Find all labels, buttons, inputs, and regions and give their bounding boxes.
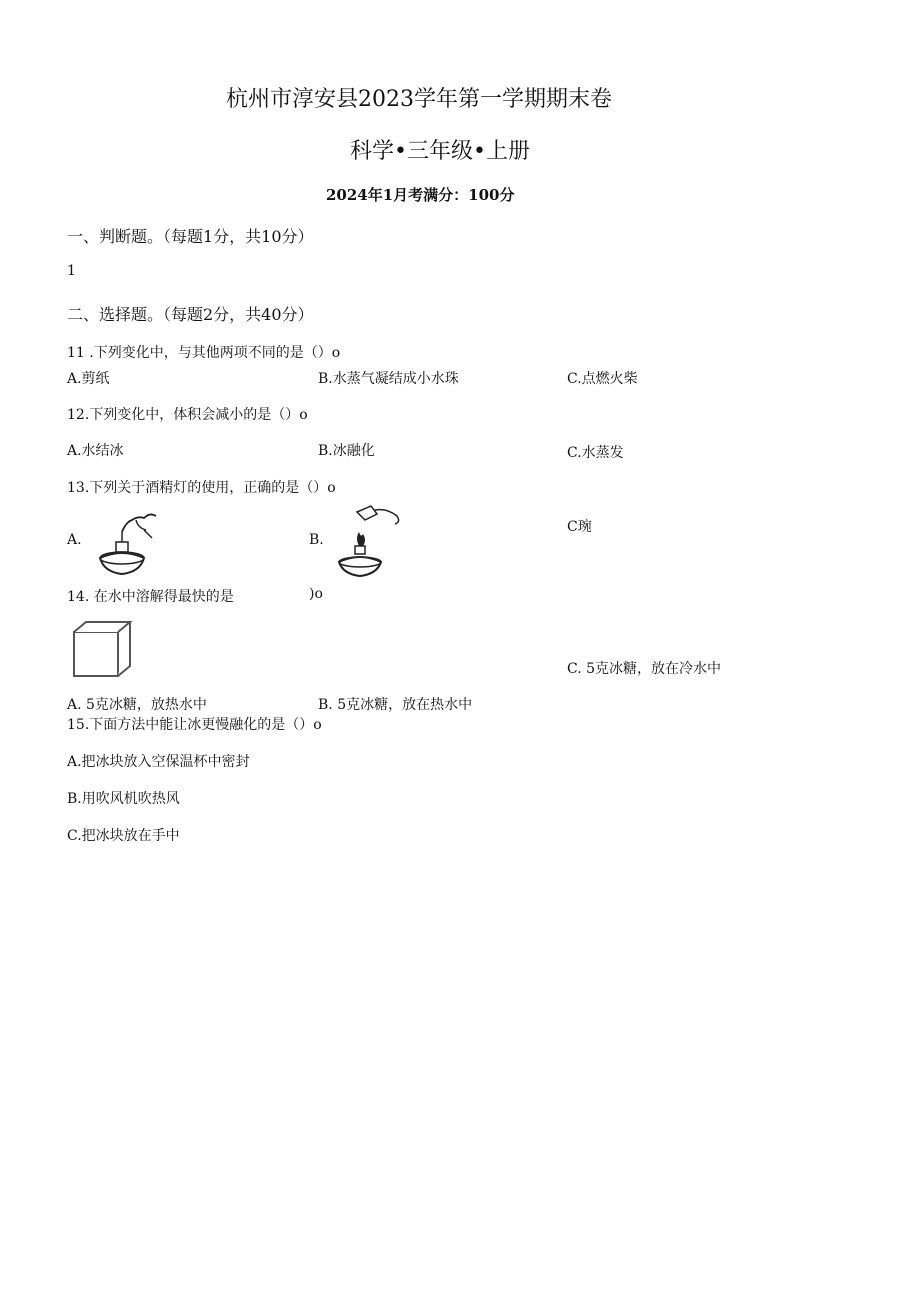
question-13-stem: 13.下列关于酒精灯的使用，正确的是（）o	[67, 480, 336, 496]
exam-meta: 2024年1月考满分：100分	[326, 186, 515, 204]
question-15-option-b: B.用吹风机吹热风	[67, 791, 180, 807]
question-13-option-c: C琬	[567, 519, 592, 535]
question-13-option-a: A.	[67, 532, 82, 548]
question-11-option-c: C.点燃火柴	[567, 371, 638, 387]
question-14-stem: 14. 在水中溶解得最快的是	[67, 589, 234, 605]
question-15-stem: 15.下面方法中能让冰更慢融化的是（）o	[67, 717, 322, 733]
section-1-content: 1	[67, 263, 76, 279]
question-15-option-c: C.把冰块放在手中	[67, 828, 180, 844]
question-12-stem: 12.下列变化中，体积会减小的是（）o	[67, 407, 308, 423]
question-12-option-c: C.水蒸发	[567, 445, 624, 461]
section-2-heading: 二、选择题。（每题2分，共40分）	[67, 305, 314, 324]
question-11-stem: 11 .下列变化中，与其他两项不同的是（）o	[67, 345, 341, 361]
question-11-option-b: B.水蒸气凝结成小水珠	[318, 371, 459, 387]
question-11-option-a: A.剪纸	[67, 371, 110, 387]
alcohol-lamp-a-icon	[92, 506, 162, 578]
section-1-heading: 一、判断题。（每题1分，共10分）	[67, 227, 314, 246]
question-15-option-a: A.把冰块放入空保温杯中密封	[67, 754, 250, 770]
question-14-option-b: B. 5克冰糖，放在热水中	[318, 697, 473, 713]
question-14-option-c: C. 5克冰糖，放在冷水中	[567, 661, 722, 677]
alcohol-lamp-b-icon	[335, 504, 405, 578]
sugar-cube-icon	[72, 620, 134, 678]
question-12-option-b: B.冰融化	[318, 443, 375, 459]
question-12-option-a: A.水结冰	[67, 443, 124, 459]
exam-title: 杭州市淳安县2023学年第一学期期末卷	[226, 87, 612, 112]
question-13-option-b: B.	[309, 532, 324, 548]
question-14-stem-end: )o	[309, 586, 323, 602]
question-14-option-a: A. 5克冰糖，放热水中	[67, 697, 207, 713]
exam-subtitle: 科学•三年级•上册	[350, 139, 530, 164]
